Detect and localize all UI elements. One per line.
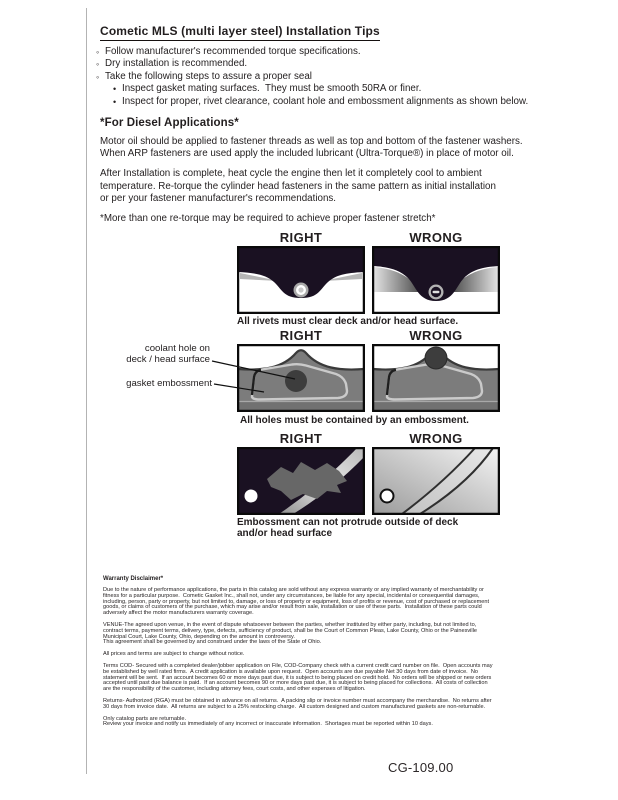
diagram3-wrong-label: WRONG bbox=[409, 431, 463, 446]
warranty-paragraph-liability: Due to the nature of performance applications, the parts in this catalog are sold without any express warranty or any implied warranty of merchantability or fitness for a particular purpose. Cometic Gasket Inc., shall not, under any circumstances, be liable for any special, incidental or consequential damages, including, person, party or property, but not limited to, damage, or loss of property or equipment, loss of profits or revenue, cost of purchased or replacement goods, or claims of customers of the purchase, which may arise and/or result from sale, installation or use of these parts. Installation of these parts could adversely affect the motor manufacturers warranty coverage. bbox=[103, 587, 490, 617]
bolt-hole-icon bbox=[381, 490, 394, 503]
warranty-paragraph-venue: VENUE-The agreed upon venue, in the event of dispute whatsoever between the parties, whether instituted by either party, including, but not limited to, contract terms, payment terms, delivery, type, defects, sufficiency of product, shall be the Court of Common Pleas, Lake County, Ohio or the Painesville Municipal Court, Lake County, Ohio, depending on the amount in controversy. This agreement shall be governed by and construed under the laws of the State of Ohio. bbox=[103, 621, 478, 646]
diagram1-right-label: RIGHT bbox=[279, 230, 323, 245]
bullet-text: Inspect gasket mating surfaces. They must be smooth 50RA or finer. bbox=[122, 83, 422, 95]
page-edge-line bbox=[86, 8, 87, 774]
diagram2-right-label: RIGHT bbox=[279, 328, 323, 343]
bullet-item bbox=[96, 71, 528, 83]
diesel-section bbox=[100, 117, 523, 224]
diagram1-right-box bbox=[237, 246, 365, 314]
bullet-text: Follow manufacturer's recommended torque specifications. bbox=[105, 46, 361, 57]
bullet-icon: ◦ bbox=[96, 47, 100, 57]
warranty-heading: Warranty Disclaimer* bbox=[103, 576, 164, 582]
bullet-text: Inspect for proper, rivet clearance, coolant hole and embossment alignments as shown below. bbox=[122, 95, 529, 107]
diesel-paragraph-1: Motor oil should be applied to fastener threads as well as top and bottom of the fastener washers. When ARP fasteners are used apply the included lubricant (Ultra-Torque®) in place of motor oil. bbox=[100, 136, 523, 160]
bullet-icon: • bbox=[113, 84, 117, 95]
bolt-hole-icon bbox=[245, 490, 258, 503]
bullet-text: Dry installation is recommended. bbox=[105, 58, 248, 70]
gasket-embossment-annotation: gasket embossment bbox=[126, 378, 212, 389]
bullet-icon: • bbox=[113, 96, 117, 107]
warranty-disclaimer bbox=[103, 576, 527, 734]
diagram1-caption: All rivets must clear deck and/or head surface. bbox=[237, 316, 459, 327]
warranty-paragraph-terms: Terms COD- Secured with a completed dealer/jobber application on File, COD-Company check with a current credit card number on file. Open accounts may be established by well rated firms. A credit application is available upon request. Open accounts are due payable Net 30 days from date of invoice. No statement will be sent. If an account becomes 60 or more days past due, it is subject to being placed on credit hold. No orders will be shipped or new orders accepted until past due balance is paid. If an account becomes 90 or more days past due, it is subject to being placed for collections. All costs of collection are the responsibility of the customer, including attorney fees, court costs, and other expenses of litigation. bbox=[103, 662, 493, 693]
diagram3-caption: Embossment can not protrude outside of deck and/or head surface bbox=[237, 517, 459, 539]
diagram3-right-box bbox=[237, 447, 365, 515]
warranty-paragraph-returns: Returns- Authorized (RGA) must be obtained in advance on all returns. A packing slip or invoice number must accompany the merchandise. No returns after 30 days from invoice date. All returns are subject to a 25% restocking charge. All custom designed and custom manufactured gaskets are non-returnable. bbox=[103, 697, 492, 710]
page-title: Cometic MLS (multi layer steel) Installation Tips bbox=[100, 24, 380, 41]
coolant-hole-annotation: coolant hole on deck / head surface bbox=[126, 343, 210, 365]
diagram2-wrong-box bbox=[372, 344, 500, 412]
warranty-paragraph-prices: All prices and terms are subject to change without notice. bbox=[103, 651, 245, 658]
coolant-hole-icon bbox=[285, 370, 307, 392]
diagram3-wrong-box bbox=[372, 447, 500, 515]
diagram2-caption: All holes must be contained by an embossment. bbox=[240, 415, 469, 426]
diesel-paragraph-2: After Installation is complete, heat cycle the engine then let it completely cool to ambient temperature. Re-torque the cylinder head fasteners in the same pattern as initial installation or per your fastener manufacturer's recommendations. bbox=[100, 168, 496, 204]
bullet-icon: ◦ bbox=[96, 71, 100, 82]
tips-list bbox=[96, 46, 528, 108]
sub-bullet-item bbox=[113, 96, 528, 108]
coolant-hole-icon bbox=[425, 347, 447, 369]
diesel-note: *More than one re-torque may be required to achieve proper fastener stretch* bbox=[100, 213, 436, 225]
diagram2-right-box bbox=[237, 344, 365, 412]
page-code: CG-109.00 bbox=[388, 760, 454, 775]
diagram1-wrong-label: WRONG bbox=[409, 230, 463, 245]
bullet-item bbox=[96, 58, 528, 70]
bullet-text: Take the following steps to assure a proper seal bbox=[105, 70, 312, 82]
diagram3-right-label: RIGHT bbox=[279, 431, 323, 446]
diagram2-wrong-label: WRONG bbox=[409, 328, 463, 343]
warranty-paragraph-catalog: Only catalog parts are returnable. Review your invoice and notify us immediately of any incorrect or inaccurate information. Shortages must be reported within 10 days. bbox=[103, 715, 433, 728]
bullet-icon: ◦ bbox=[96, 59, 100, 70]
diagram1-wrong-box bbox=[372, 246, 500, 314]
sub-bullet-item bbox=[113, 83, 528, 95]
bullet-item bbox=[96, 46, 528, 58]
diesel-heading: *For Diesel Applications* bbox=[100, 117, 239, 129]
